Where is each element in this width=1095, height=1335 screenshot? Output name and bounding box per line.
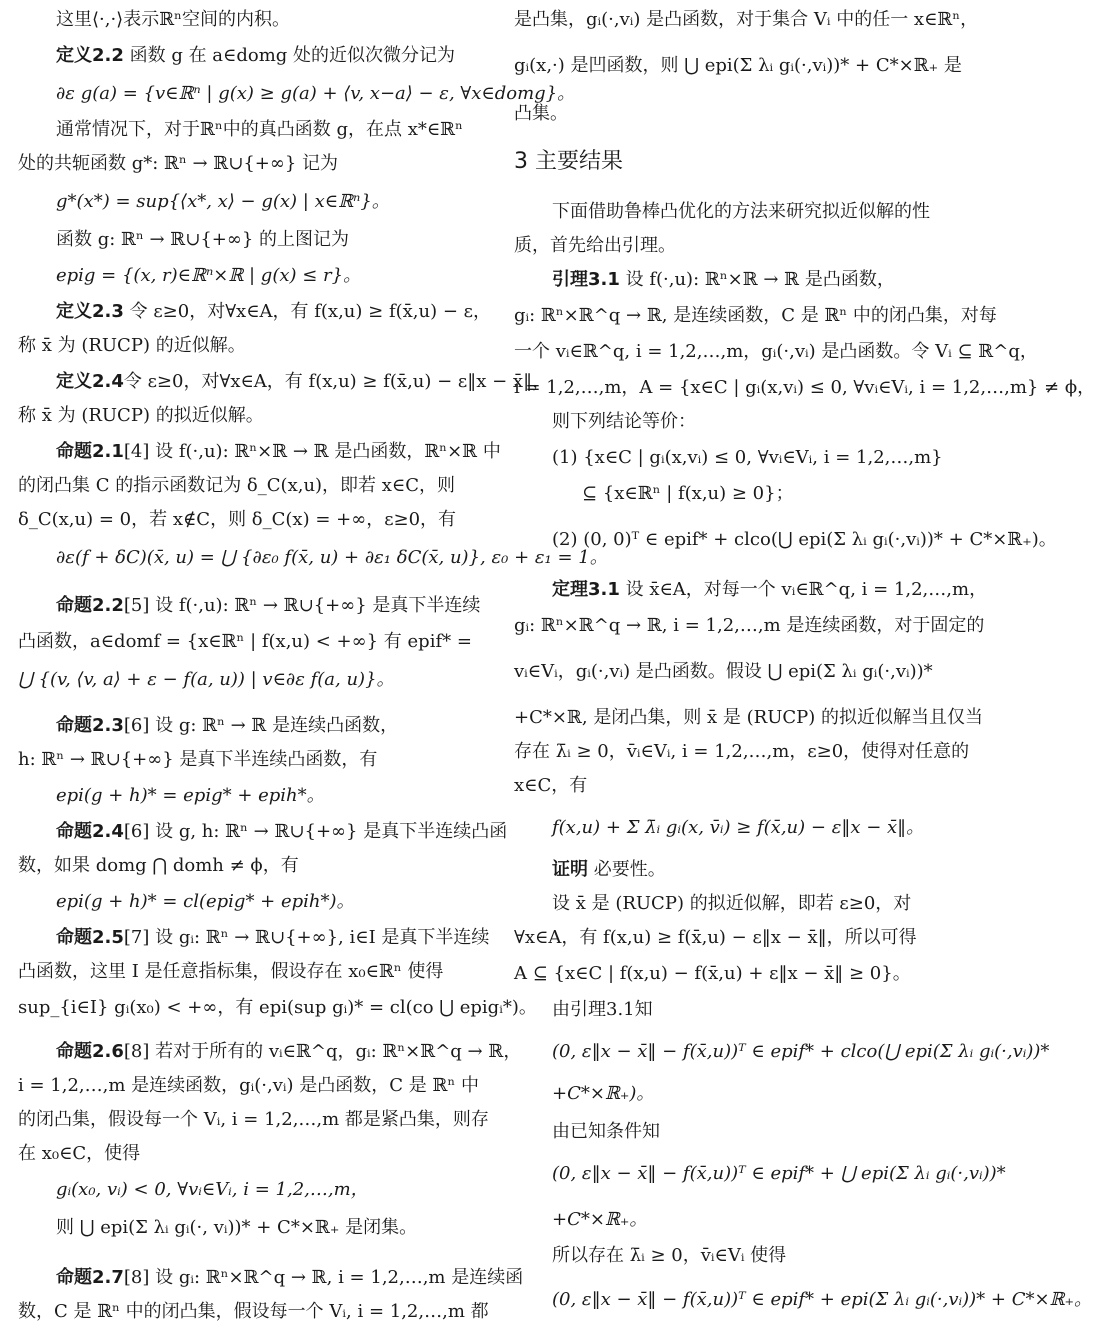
statement-label: 命题2.5 xyxy=(56,927,124,948)
line-text: 则 ⋃ epi(Σ λᵢ gᵢ(·, vᵢ))* + C*×ℝ₊ 是闭集。 xyxy=(56,1217,418,1238)
line-text: 是凸集，gᵢ(·,vᵢ) 是凸函数，对于集合 Vᵢ 中的任一 x∈ℝⁿ， xyxy=(514,9,979,30)
text-line xyxy=(514,772,982,800)
line-text: gᵢ(x₀, vᵢ) < 0, ∀vᵢ∈Vᵢ, i = 1,2,…,m， xyxy=(56,1179,369,1200)
line-text: 存在 λ̄ᵢ ≥ 0，v̄ᵢ∈Vᵢ, i = 1,2,…,m，ε≥0，使得对任意的 xyxy=(514,741,970,762)
statement-label: 命题2.2 xyxy=(56,595,124,616)
line-text: 下面借助鲁棒凸优化的方法来研究拟近似解的性 xyxy=(552,201,930,222)
statement-label: 命题2.7 xyxy=(56,1267,124,1288)
formula-line xyxy=(552,1038,1050,1066)
line-text: x∈C，有 xyxy=(514,775,588,796)
text-line xyxy=(18,958,478,986)
formula-line xyxy=(552,1160,1006,1188)
text-line xyxy=(552,444,982,472)
text-line xyxy=(56,42,478,70)
text-line xyxy=(514,6,982,34)
text-line xyxy=(514,738,982,766)
text-line xyxy=(552,198,982,226)
line-text: 凸函数，a∈domf = {x∈ℝⁿ | f(x,u) < +∞} 有 epif* = xyxy=(18,631,472,652)
text-line xyxy=(552,1118,982,1146)
statement-label: 定理3.1 xyxy=(552,579,620,600)
text-line xyxy=(514,232,982,260)
line-text: 3 主要结果 xyxy=(514,149,623,174)
line-text: 质，首先给出引理。 xyxy=(514,235,676,256)
statement-label: 定义2.3 xyxy=(56,301,124,322)
line-text: [4] 设 f(·,u): ℝⁿ×ℝ → ℝ 是凸函数，ℝⁿ×ℝ 中 xyxy=(123,441,501,462)
line-text: epi(g + h)* = cl(epig* + epih*)。 xyxy=(56,891,355,912)
formula-line xyxy=(56,888,478,916)
line-text: g*(x*) = sup{⟨x*, x⟩ − g(x) | x∈ℝⁿ}。 xyxy=(56,191,390,212)
formula-line xyxy=(552,1080,982,1108)
line-text: 则下列结论等价： xyxy=(552,411,696,432)
text-line xyxy=(18,332,478,360)
line-text: sup_{i∈I} gᵢ(x₀) < +∞，有 epi(sup gᵢ)* = cl(co ⋃ epigᵢ*)。 xyxy=(18,997,537,1018)
line-text: gᵢ(x,·) 是凹函数，则 ⋃ epi(Σ λᵢ gᵢ(·,vᵢ))* + C*×ℝ₊ 是 xyxy=(514,55,962,76)
text-line xyxy=(56,6,478,34)
text-line xyxy=(514,52,982,80)
text-line xyxy=(18,506,478,534)
line-text: 的闭凸集，假设每一个 Vᵢ, i = 1,2,…,m 都是紧凸集，则存 xyxy=(18,1109,489,1130)
text-line xyxy=(18,1072,478,1100)
formula-line xyxy=(552,1286,1093,1314)
text-line xyxy=(18,1106,489,1134)
text-line xyxy=(18,402,478,430)
line-text: gᵢ: ℝⁿ×ℝ^q → ℝ, i = 1,2,…,m 是连续函数，对于固定的 xyxy=(514,615,985,636)
line-text: vᵢ∈Vᵢ，gᵢ(·,vᵢ) 是凸函数。假设 ⋃ epi(Σ λᵢ gᵢ(·,vᵢ))* xyxy=(514,661,933,682)
text-line xyxy=(56,1264,524,1292)
line-text: (0, ε‖x − x̄‖ − f(x̄,u))ᵀ ∈ epif* + ⋃ epi(Σ λᵢ gᵢ(·,vᵢ))* xyxy=(552,1163,1006,1184)
text-line xyxy=(514,338,1038,366)
line-text: 处的共轭函数 g*: ℝⁿ → ℝ∪{+∞} 记为 xyxy=(18,153,339,174)
text-line xyxy=(514,960,982,988)
statement-label: 命题2.6 xyxy=(56,1041,124,1062)
text-line xyxy=(514,704,982,732)
text-line xyxy=(56,818,508,846)
line-text: [5] 设 f(·,u): ℝⁿ → ℝ∪{+∞} 是真下半连续 xyxy=(123,595,481,616)
formula-line xyxy=(56,782,478,810)
line-text: 函数 g: ℝⁿ → ℝ∪{+∞} 的上图记为 xyxy=(56,229,350,250)
text-line xyxy=(18,628,478,656)
text-line xyxy=(56,1214,478,1242)
text-line xyxy=(18,150,478,178)
formula-line xyxy=(552,814,982,842)
text-line xyxy=(514,374,1095,402)
line-text: 凸函数，这里 I 是任意指标集，假设存在 x₀∈ℝⁿ 使得 xyxy=(18,961,444,982)
formula-line xyxy=(56,80,576,108)
line-text: 设 x̄∈A，对每一个 vᵢ∈ℝ^q, i = 1,2,…,m， xyxy=(619,579,988,600)
text-line xyxy=(582,480,982,508)
line-text: 称 x̄ 为 (RUCP) 的近似解。 xyxy=(18,335,246,356)
statement-label: 定义2.2 xyxy=(56,45,124,66)
text-line xyxy=(18,1298,489,1326)
text-line xyxy=(552,266,982,294)
formula-line xyxy=(552,1206,982,1234)
line-text: 令 ε≥0，对∀x∈A，有 f(x,u) ≥ f(x̄,u) − ε， xyxy=(123,301,491,322)
line-text: (0, ε‖x − x̄‖ − f(x̄,u))ᵀ ∈ epif* + clco(⋃ epi(Σ λᵢ gᵢ(·,vᵢ))* xyxy=(552,1041,1050,1062)
text-line xyxy=(18,472,478,500)
line-text: [7] 设 gᵢ: ℝⁿ → ℝ∪{+∞}, i∈I 是真下半连续 xyxy=(123,927,490,948)
line-text: i = 1,2,…,m，A = {x∈C | gᵢ(x,vᵢ) ≤ 0, ∀vᵢ∈Vᵢ, i = 1,2,…,m} ≠ ϕ， xyxy=(514,377,1095,398)
text-line xyxy=(18,994,537,1022)
line-text: 凸集。 xyxy=(514,103,568,124)
text-line xyxy=(552,890,982,918)
text-line xyxy=(56,226,478,254)
line-text: 一个 vᵢ∈ℝ^q, i = 1,2,…,m，gᵢ(·,vᵢ) 是凸函数。令 Vᵢ ⊆ ℝ^q， xyxy=(514,341,1038,362)
line-text: ⋃ {(v, ⟨v, a⟩ + ε − f(a, u)) | v∈∂ε f(a, u)}。 xyxy=(18,669,395,690)
line-text: 函数 g 在 a∈domg 处的近似次微分记为 xyxy=(123,45,456,66)
formula-line xyxy=(56,544,608,572)
text-line xyxy=(514,658,982,686)
line-text: (0, ε‖x − x̄‖ − f(x̄,u))ᵀ ∈ epif* + epi(Σ λᵢ gᵢ(·,vᵢ))* + C*×ℝ₊。 xyxy=(552,1289,1093,1310)
line-text: δ_C(x,u) = 0，若 x∉C，则 δ_C(x) = +∞，ε≥0，有 xyxy=(18,509,457,530)
line-text: [8] 若对于所有的 vᵢ∈ℝ^q，gᵢ: ℝⁿ×ℝ^q → ℝ， xyxy=(123,1041,522,1062)
line-text: 称 x̄ 为 (RUCP) 的拟近似解。 xyxy=(18,405,264,426)
line-text: 这里⟨·,·⟩表示ℝⁿ空间的内积。 xyxy=(56,9,290,30)
text-line xyxy=(56,298,491,326)
text-line xyxy=(56,116,478,144)
line-text: 由已知条件知 xyxy=(552,1121,660,1142)
line-text: f(x,u) + Σ λ̄ᵢ gᵢ(x, v̄ᵢ) ≥ f(x̄,u) − ε‖x − x̄‖。 xyxy=(552,817,925,838)
line-text: epig = {(x, r)∈ℝⁿ×ℝ | g(x) ≤ r}。 xyxy=(56,265,362,286)
text-line xyxy=(514,302,997,330)
statement-label: 命题2.3 xyxy=(56,715,124,736)
line-text: [6] 设 g, h: ℝⁿ → ℝ∪{+∞} 是真下半连续凸函 xyxy=(123,821,508,842)
text-line xyxy=(552,856,982,884)
text-line xyxy=(552,576,988,604)
text-line xyxy=(552,408,982,436)
line-text: 所以存在 λ̄ᵢ ≥ 0，v̄ᵢ∈Vᵢ 使得 xyxy=(552,1245,787,1266)
formula-line xyxy=(18,666,478,694)
line-text: 由引理3.1知 xyxy=(552,999,653,1020)
text-line xyxy=(552,1242,982,1270)
line-text: 数，如果 domg ⋂ domh ≠ ϕ，有 xyxy=(18,855,299,876)
line-text: ∂ε(f + δC)(x̄, u) = ⋃ {∂ε₀ f(x̄, u) + ∂ε₁ δC(x̄, u)}, ε₀ + ε₁ = 1。 xyxy=(56,547,608,568)
line-text: gᵢ: ℝⁿ×ℝ^q → ℝ, 是连续函数，C 是 ℝⁿ 中的闭凸集，对每 xyxy=(514,305,997,326)
line-text: (1) {x∈C | gᵢ(x,vᵢ) ≤ 0, ∀vᵢ∈Vᵢ, i = 1,2,…,m} xyxy=(552,447,943,468)
line-text: 的闭凸集 C 的指示函数记为 δ_C(x,u)，即若 x∈C，则 xyxy=(18,475,456,496)
line-text: +C*×ℝ₊)。 xyxy=(552,1083,655,1104)
statement-label: 命题2.4 xyxy=(56,821,124,842)
statement-label: 引理3.1 xyxy=(552,269,620,290)
line-text: (2) (0, 0)ᵀ ∈ epif* + clco(⋃ epi(Σ λᵢ gᵢ(·,vᵢ))* + C*×ℝ₊)。 xyxy=(552,529,1057,550)
text-line xyxy=(552,996,982,1024)
text-line xyxy=(56,1038,522,1066)
formula-line xyxy=(56,1176,478,1204)
line-text: ∂ε g(a) = {v∈ℝⁿ | g(x) ≥ g(a) + ⟨v, x−a⟩ − ε, ∀x∈domg}。 xyxy=(56,83,576,104)
text-line xyxy=(552,526,1057,554)
formula-line xyxy=(56,188,478,216)
text-line xyxy=(514,924,982,952)
formula-line xyxy=(56,262,478,290)
line-text: 通常情况下，对于ℝⁿ中的真凸函数 g，在点 x*∈ℝⁿ xyxy=(56,119,463,140)
line-text: ⊆ {x∈ℝⁿ | f(x,u) ≥ 0}； xyxy=(582,483,794,504)
text-line xyxy=(56,368,551,396)
line-text: 设 x̄ 是 (RUCP) 的拟近似解，即若 ε≥0，对 xyxy=(552,893,912,914)
statement-label: 命题2.1 xyxy=(56,441,124,462)
statement-label: 定义2.4 xyxy=(56,371,124,392)
line-text: [6] 设 g: ℝⁿ → ℝ 是连续凸函数， xyxy=(123,715,399,736)
text-line xyxy=(514,100,982,128)
line-text: epi(g + h)* = epig* + epih*。 xyxy=(56,785,325,806)
text-line xyxy=(56,592,481,620)
text-line xyxy=(56,438,501,466)
text-line xyxy=(18,852,478,880)
line-text: 设 f(·,u): ℝⁿ×ℝ → ℝ 是凸函数， xyxy=(619,269,895,290)
line-text: i = 1,2,…,m 是连续函数，gᵢ(·,vᵢ) 是凸函数，C 是 ℝⁿ 中 xyxy=(18,1075,479,1096)
line-text: 数，C 是 ℝⁿ 中的闭凸集，假设每一个 Vᵢ, i = 1,2,…,m 都 xyxy=(18,1301,489,1322)
line-text: ∀x∈A，有 f(x,u) ≥ f(x̄,u) − ε‖x − x̄‖，所以可得 xyxy=(514,927,917,948)
line-text: 令 ε≥0，对∀x∈A，有 f(x,u) ≥ f(x̄,u) − ε‖x − x̄‖， xyxy=(123,371,551,392)
line-text: 在 x₀∈C，使得 xyxy=(18,1143,141,1164)
line-text: +C*×ℝ₊。 xyxy=(552,1209,648,1230)
text-line xyxy=(56,924,490,952)
line-text: [8] 设 gᵢ: ℝⁿ×ℝ^q → ℝ, i = 1,2,…,m 是连续函 xyxy=(123,1267,524,1288)
line-text: 必要性。 xyxy=(588,859,666,880)
line-text: h: ℝⁿ → ℝ∪{+∞} 是真下半连续凸函数，有 xyxy=(18,749,378,770)
text-line xyxy=(514,612,985,640)
line-text: +C*×ℝ, 是闭凸集，则 x̄ 是 (RUCP) 的拟近似解当且仅当 xyxy=(514,707,984,728)
text-line xyxy=(18,1140,478,1168)
line-text: A ⊆ {x∈C | f(x,u) − f(x̄,u) + ε‖x − x̄‖ ≥ 0}。 xyxy=(514,963,911,984)
text-line xyxy=(56,712,478,740)
text-line xyxy=(18,746,478,774)
section-heading xyxy=(514,148,982,176)
statement-label: 证明 xyxy=(552,859,588,880)
